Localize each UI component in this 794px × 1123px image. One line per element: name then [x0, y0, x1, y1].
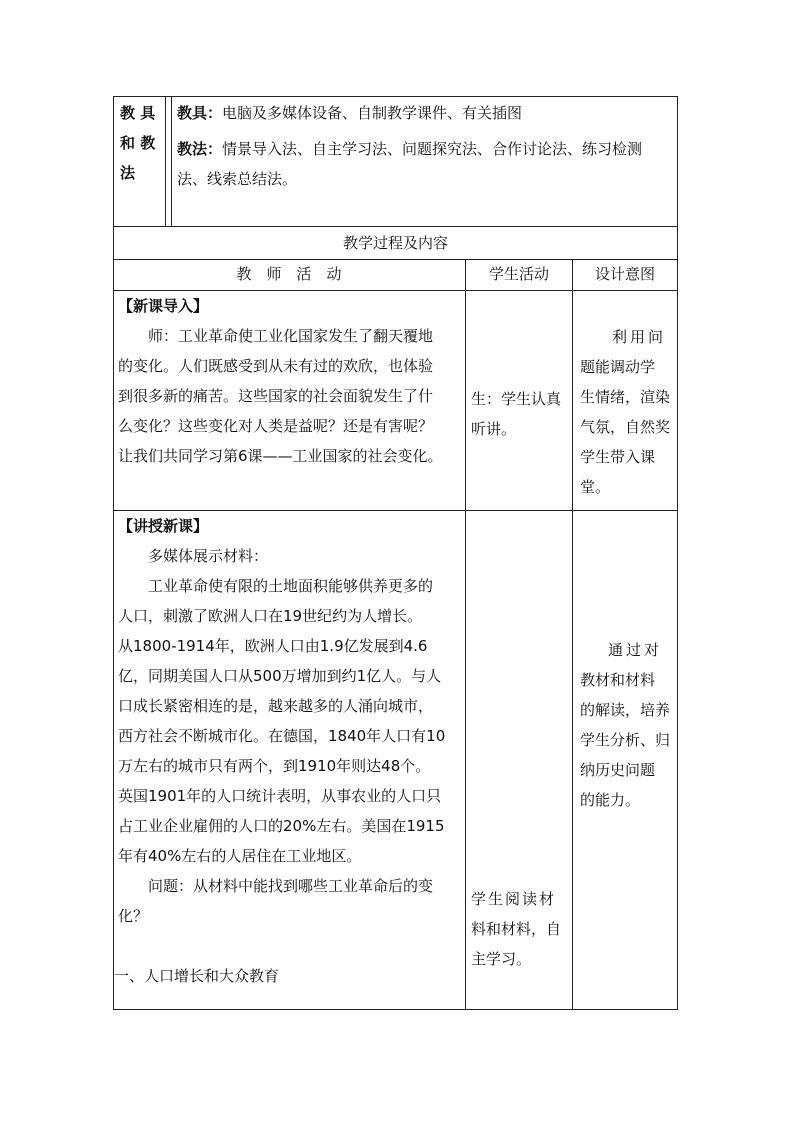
row2-design-line: 纳历史问题	[580, 761, 656, 779]
row2-heading: 【讲授新课】	[118, 517, 209, 535]
row1-teacher-line: 到很多新的痛苦。这些国家的社会面貌发生了什	[118, 387, 434, 405]
row2-design-line: 教材和材料	[580, 671, 656, 689]
process-title: 教学过程及内容	[342, 234, 448, 252]
row2-teacher-line: 年有40%左右的人居住在工业地区。	[118, 847, 362, 865]
table-border-bottom	[113, 1009, 678, 1010]
row1-teacher-cell	[118, 291, 463, 471]
row2-teacher-line: 问题：从材料中能找到哪些工业革命后的变	[148, 877, 434, 895]
table-border-top	[113, 96, 678, 97]
row2-teacher-line: 多媒体展示材料：	[148, 547, 269, 565]
row2-teacher-line: 工业革命使有限的土地面积能够供养更多的	[148, 577, 434, 595]
row1-design-line: 堂。	[580, 478, 611, 496]
teaching-methods-text-2: 法、线索总结法。	[177, 170, 298, 188]
tools-methods-label	[120, 98, 164, 188]
row1-student-line: 生：学生认真	[471, 390, 562, 408]
row1-teacher-line: 师：工业革命使工业化国家发生了翻天覆地	[148, 327, 434, 345]
row2-design-line: 的能力。	[580, 791, 641, 809]
tools-divider-2	[171, 96, 172, 226]
row2-teacher-line: 人口，刺激了欧洲人口在19世纪约为人增长。	[118, 607, 423, 625]
row2-teacher-cell	[114, 511, 463, 991]
row2-teacher-line: 从1800-1914年，欧洲人口由1.9亿发展到4.6	[118, 637, 428, 655]
row2-design-line: 的解读，培养	[580, 701, 671, 719]
teaching-methods-line	[177, 134, 675, 164]
row1-design-line: 学生带入课	[580, 448, 656, 466]
column-divider-design	[572, 259, 573, 1010]
row2-section-heading: 一、人口增长和大众教育	[114, 967, 280, 985]
row2-teacher-line: 西方社会不断城市化。在德国，1840年人口有10	[118, 727, 446, 745]
row1-design-line: 利用问	[612, 328, 667, 346]
row2-student-cell	[471, 884, 571, 974]
row1-teacher-line: 么变化？这些变化对人类是益呢？还是有害呢？	[118, 417, 434, 435]
row1-heading: 【新课导入】	[118, 297, 209, 315]
row2-design-line: 学生分析、归	[580, 731, 671, 749]
column-divider-student	[465, 259, 466, 1010]
row2-teacher-line: 口成长紧密相连的是，越来越多的人涌向城市，	[118, 697, 434, 715]
row2-teacher-line	[118, 931, 463, 961]
row1-design-line: 气氛，自然奖	[580, 418, 671, 436]
row1-student-cell	[471, 384, 571, 444]
row2-teacher-line: 占工业企业雇佣的人口的20%左右。美国在1915	[118, 817, 445, 835]
row2-design-line: 通过对	[608, 641, 663, 659]
tools-methods-content	[177, 98, 675, 194]
row2-teacher-line: 英国1901年的人口统计表明，从事农业的人口只	[118, 787, 442, 805]
column-header-teacher: 教 师 活 动	[236, 265, 342, 283]
tools-label-line-1: 教 具	[120, 104, 156, 122]
table-border-row-tools-end	[113, 226, 678, 227]
tools-divider-1	[165, 96, 166, 226]
row2-teacher-line: 万左右的城市只有两个，到1910年则达48个。	[118, 757, 431, 775]
teaching-methods-label: 教法：	[177, 140, 223, 158]
row1-design-cell	[580, 322, 676, 502]
teaching-tools-label: 教具：	[177, 104, 223, 122]
row2-teacher-line: 亿，同期美国人口从500万增加到约1亿人。与人	[118, 667, 442, 685]
tools-label-line-2: 和 教	[120, 134, 156, 152]
teaching-methods-text-1: 情景导入法、自主学习法、问题探究法、合作讨论法、练习检测	[222, 140, 643, 158]
row2-teacher-line: 化？	[118, 907, 149, 925]
teaching-tools-text: 电脑及多媒体设备、自制教学课件、有关插图	[222, 104, 523, 122]
column-header-student: 学生活动	[488, 265, 549, 283]
column-header-design: 设计意图	[594, 265, 655, 283]
row1-teacher-line: 的变化。人们既感受到从未有过的欢欣，也体验	[118, 357, 434, 375]
row2-student-line: 主学习。	[471, 950, 532, 968]
row1-student-line: 听讲。	[471, 420, 517, 438]
row2-student-line: 料和材料，自	[471, 920, 562, 938]
row1-design-line: 生情绪，渲染	[580, 388, 671, 406]
row1-teacher-line: 让我们共同学习第6课——工业国家的社会变化。	[118, 447, 443, 465]
teaching-tools-line	[177, 98, 675, 128]
row2-design-cell	[580, 635, 676, 815]
row2-student-line: 学生阅读材	[471, 890, 557, 908]
row1-design-line: 题能调动学	[580, 358, 656, 376]
tools-label-line-3: 法	[120, 164, 136, 182]
